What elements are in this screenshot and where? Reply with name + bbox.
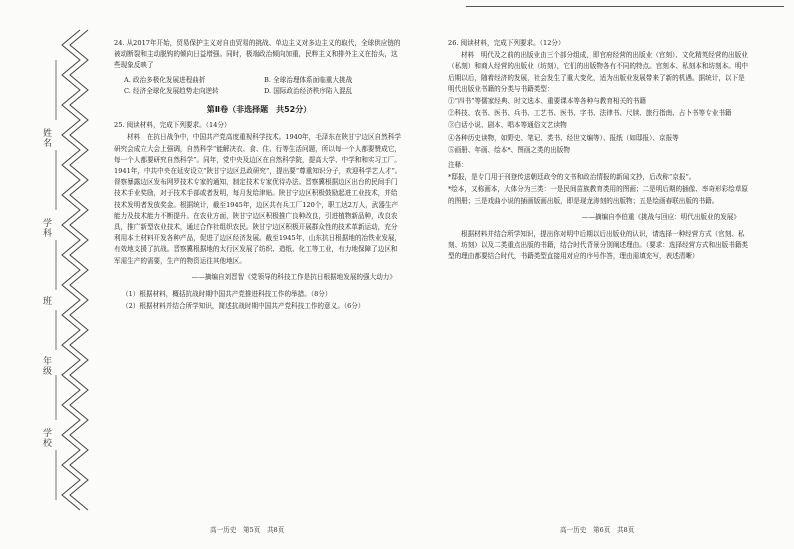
q25-stem: 25. 阅读材料，完成下列要求。（14分） (114, 121, 231, 130)
q25-task-1: （1）根据材料，概括抗战时期中国共产党推进科技工作的举措。（8分） (122, 290, 332, 299)
binding-zigzag (0, 0, 100, 549)
q26-note-1: *邸报，是专门用于刊登传送朝廷政令的文书和政治情报的新闻文抄，后改称“京报”。 (448, 173, 696, 182)
binding-label-name: 姓名 (41, 128, 51, 148)
q26-item-1: ①“四书”等儒家经典、时文选本、重要课本等各种与教育相关的书籍 (448, 97, 646, 106)
q25-source: ——摘编自刘晋智《党领导的科技工作是抗日根据地发展的强大动力》 (191, 272, 396, 281)
q25-material: 材料 在抗日战争中，中国共产党高度重视科学技术。1940年，毛泽东在陕甘宁边区自然科学研究会成立大会上强调，自然科学“能解决衣、食、住、行等生活问题，所以每一个人都要赞成它，每一个人都要研究自然科学”。同年，党中央及边区在自然科学院，提高大学、中学和和实习工厂。1941年，中共中央在延安设立“陕甘宁边区总政研究”，提出要“尊重知识分子，欢迎科学艺人才”。督察暴露边区发布网罗技术专家的通知，制定技术专家优待办法。晋察冀根据边区出台的民间手门技术手业奖励，对于技术手部或者发明，每月发给津贴。陕甘宁边区积极鼓励起进工业技术，并给技术发明者发放奖金。根据统计，截至1945年，边区共有兵工厂120个，职工达2万人，武器生产能力及技术能力不断提升。在农业方面，陕甘宁边区积极推广良种改良，引进植物新品种，改良农具，推广新型农业技术，通过合作社组织农民。陕甘宁边区积极开展群众性的技术革新运动，充分利用本土材料开发各种产品，促进了边区经济发展。截至1945年，山东抗日根据地的冶铁业发展，有效地支援了抗战。晋察冀根据地的太行区发展了纺织、造纸、化工等工业，有力地保障了边区和军需生产的需要，生产的物资运往其他地区。 (114, 133, 402, 265)
q26-item-4: ④各种历史读物，如野史、笔记、类书、经世文编等）、报纸（如邸报）、京报等 (448, 133, 679, 142)
q24-option-d: D. 国际政治经济秩序陷入混乱 (264, 86, 353, 95)
q24-option-a: A. 政治多极化发展进程曲折 (124, 75, 206, 84)
left-footer: 高一历史 第5页 共8页 (210, 526, 285, 534)
q26-item-2: ②科技、农书、医书、兵书、工艺书、医书、字书、法律书、尺牍、旅行指南、占卜书等专业书籍 (448, 109, 732, 118)
q24-options (124, 75, 404, 97)
q26-note-2: *绘本，又称画本，大体分为三类：一是民间苗族教育类用的图画；二是明后期的插像、率奇形彩绘草原的图册；三是戏曲小说的插画版画出版，即是现龙涛刻的出版物；五是绘画春联出版的书籍。 (448, 185, 749, 205)
top-rule (466, 6, 784, 7)
q25-task-2: （2）根据材料并结合所学知识，简述抗战时期中国共产党科技工作的意义。（6分） (122, 302, 365, 311)
binding-label-class: 班 (41, 296, 51, 306)
binding-label-grade: 年级 (41, 356, 51, 376)
q26-source: ——摘编自李伯重《挑战与回应：明代出版业的发展》 (581, 212, 740, 221)
right-page (448, 38, 748, 264)
q24-option-c: C. 经济全球化发展趋势走向逆转 (124, 86, 219, 95)
section-title: 第Ⅱ卷（非选择题 共52分） (206, 105, 312, 115)
q26-item-5: ⑤画册、年画、绘本*、图画之类的出版物 (448, 145, 570, 154)
q26-material: 材料 明代及之前的出版业由三个部分组成，即官府经营的出版业（官刻）、文化精英经营的出版业（私刻）和商人经营的出版业（坊刻），它们的出版物各有不同的特点。官刻本、私刻本和坊刻本。明中后期以后，随着经济的发展，社会发生了重大变化，适为出版业发展带来了新的机遇。据统计，以下是明代出版业书籍的分类与书籍类型： (448, 51, 749, 93)
q26-stem: 26. 阅读材料，完成下列要求。（12分） (448, 39, 565, 47)
q26-task: 根据材料并结合所学知识，提出你对明中后期以后出版业的认识，请选择一种经营方式（官刻、私刻、坊刻）以及二类重点出版的书籍，结合时代背景分别阐述理由。（要求：选择经营方式和出版书籍类型的理由都要结合时代，书籍类型直接用对应的序号作答，理由需填充写，表述清晰） (448, 230, 749, 261)
left-page (114, 38, 404, 313)
binding-margin (0, 0, 100, 549)
binding-label-subject: 学科 (41, 218, 51, 238)
binding-label-school: 学校 (41, 428, 51, 448)
right-footer: 高一历史 第6页 共8页 (560, 526, 635, 534)
q24-stem: 24. 从2017年开始，贸易保护主义对自由贸易的挑战、单边主义对多边主义的取代，全球供应链的被动断裂和主动脱钩的倾向日益增强。同时，极端政治倾向加重，民粹主义和排外主义在抬头，这些现象反映了 (114, 39, 401, 70)
q24-option-b: B. 全球治理体系面临重大挑战 (264, 75, 353, 84)
q26-notes-title: 注释： (448, 161, 468, 170)
q26-item-3: ③白话小说、剧本、唱本等通俗文艺读物 (448, 121, 567, 130)
